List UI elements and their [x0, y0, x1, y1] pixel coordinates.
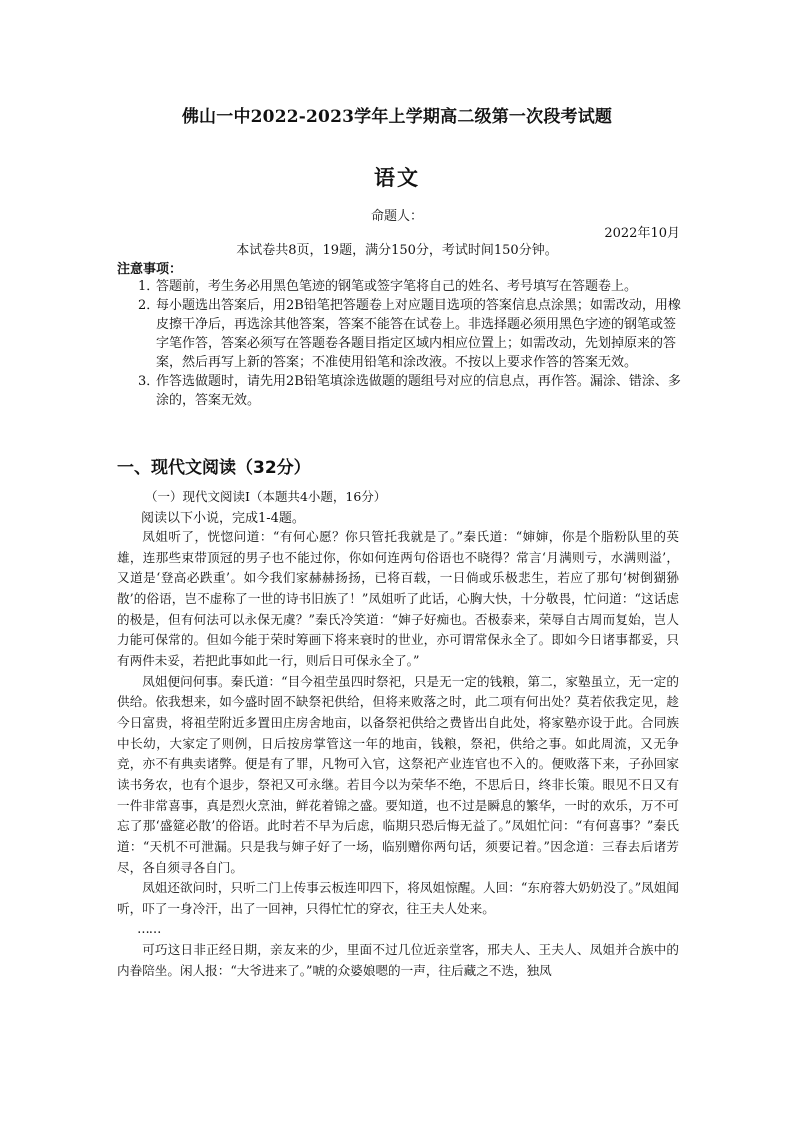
notice-item-number: 1．: [138, 279, 160, 294]
passage-paragraph: 凤姐便问何事。秦氏道：“目今祖茔虽四时祭祀，只是无一定的钱粮，第二，家塾虽立，无一定的供给。依我想来，如今盛时固不缺祭祀供给，但将来败落之时，此二项有何出处？莫若依我定见，趁今日富贵，将祖茔附近多置田庄房舍地亩，以备祭祀供给之费皆出自此处，将家塾亦设于此。合同族中长幼，大家定了则例，日后按房掌管这一年的地亩，钱粮，祭祀，供给之事。如此周流，又无争竞，亦不有典卖诸弊。便是有了罪，凡物可入官，这祭祀产业连官也不入的。便败落下来，子孙回家读书务农，也有个退步，祭祀又可永继。若目今以为荣华不绝，不思后日，终非长策。眼见不日又有一件非常喜事，真是烈火烹油，鲜花着锦之盛。要知道，也不过是瞬息的繁华，一时的欢乐，万不可忘了那‘盛筵必散’的俗语。此时若不早为后虑，临期只恐后悔无益了。”凤姐忙问：“有何喜事？”秦氏道：“天机不可泄漏。只是我与婶子好了一场，临别赠你两句话，须要记着。”因念道：三春去后诸芳尽，各自须寻各自门。: [117, 673, 679, 875]
notice-item-text: 每小题选出答案后，用2B铅笔把答题卷上对应题目选项的答案信息点涂黑；如需改动，用橡皮擦干净后，再选涂其他答案，答案不能答在试卷上。非选择题必须用黑色字迹的钢笔或签字笔作答，答案必须写在答题卷各题目指定区域内相应位置上；如需改动，先划掉原来的答案，然后再写上新的答案；不准使用铅笔和涂改液。不按以上要求作答的答案无效。: [156, 298, 681, 370]
passage-ellipsis: ……: [137, 921, 161, 937]
passage-paragraph: 凤姐还欲问时，只听二门上传事云板连叩四下，将凤姐惊醒。人回：“东府蓉大奶奶没了。”凤姐闻听，吓了一身冷汗，出了一回神，只得忙忙的穿衣，往王夫人处来。: [117, 880, 679, 916]
section-heading: 一、现代文阅读（32分）: [117, 458, 311, 478]
subsection-heading: （一）现代文阅读Ⅰ（本题共4小题，16分）: [145, 489, 387, 504]
notice-item: [138, 296, 683, 372]
author-label: 命题人：: [370, 209, 423, 224]
reading-passage: [117, 527, 679, 981]
exam-summary: 本试卷共8页，19题，满分150分，考试时间150分钟。: [236, 243, 558, 258]
subject-title: 语文: [374, 165, 420, 190]
notice-item-text: 作答选做题时，请先用2B铅笔填涂选做题的题组号对应的信息点，再作答。漏涂、错涂、多涂的，答案无效。: [156, 374, 681, 408]
exam-date: 2022年10月: [604, 226, 680, 241]
notice-item-text: 答题前，考生务必用黑色笔迹的钢笔或签字笔将自己的姓名、考号填写在答题卷上。: [156, 279, 638, 294]
notice-item: [138, 372, 683, 410]
passage-paragraph: 可巧这日非正经日期，亲友来的少，里面不过几位近亲堂客，邢夫人、王夫人、凤姐并合族中的内眷陪坐。闲人报：“大爷进来了。”唬的众婆娘嗯的一声，往后藏之不迭，独凤: [117, 942, 679, 978]
exam-title: 佛山一中2022-2023学年上学期高二级第一次段考试题: [181, 107, 613, 127]
passage-paragraph: 凤姐听了，恍惚问道：“有何心愿？你只管托我就是了。”秦氏道：“婶婶，你是个脂粉队里的英雄，连那些束带顶冠的男子也不能过你，你如何连两句俗语也不晓得？常言‘月满则亏，水满则溢’，又道是‘登高必跌重’。如今我们家赫赫扬扬，已将百载，一日倘或乐极悲生，若应了那句‘树倒猢狲散’的俗语，岂不虚称了一世的诗书旧族了！”凤姐听了此话，心胸大快，十分敬畏，忙问道：“这话虑的极是，但有何法可以永保无虞？”秦氏冷笑道：“婶子好痴也。否极泰来，荣辱自古周而复始，岂人力能可保常的。但如今能于荣时筹画下将来衰时的世业，亦可谓常保永全了。即如今日诸事都妥，只有两件未妥，若把此事如此一行，则后日可保永全了。”: [117, 529, 679, 668]
notice-list: [138, 277, 683, 410]
notice-item: [138, 277, 683, 296]
notice-item-number: 2．: [138, 298, 160, 313]
notice-heading: 注意事项：: [117, 262, 183, 277]
reading-instruction: 阅读以下小说，完成1-4题。: [141, 511, 305, 526]
notice-item-number: 3．: [138, 374, 160, 389]
